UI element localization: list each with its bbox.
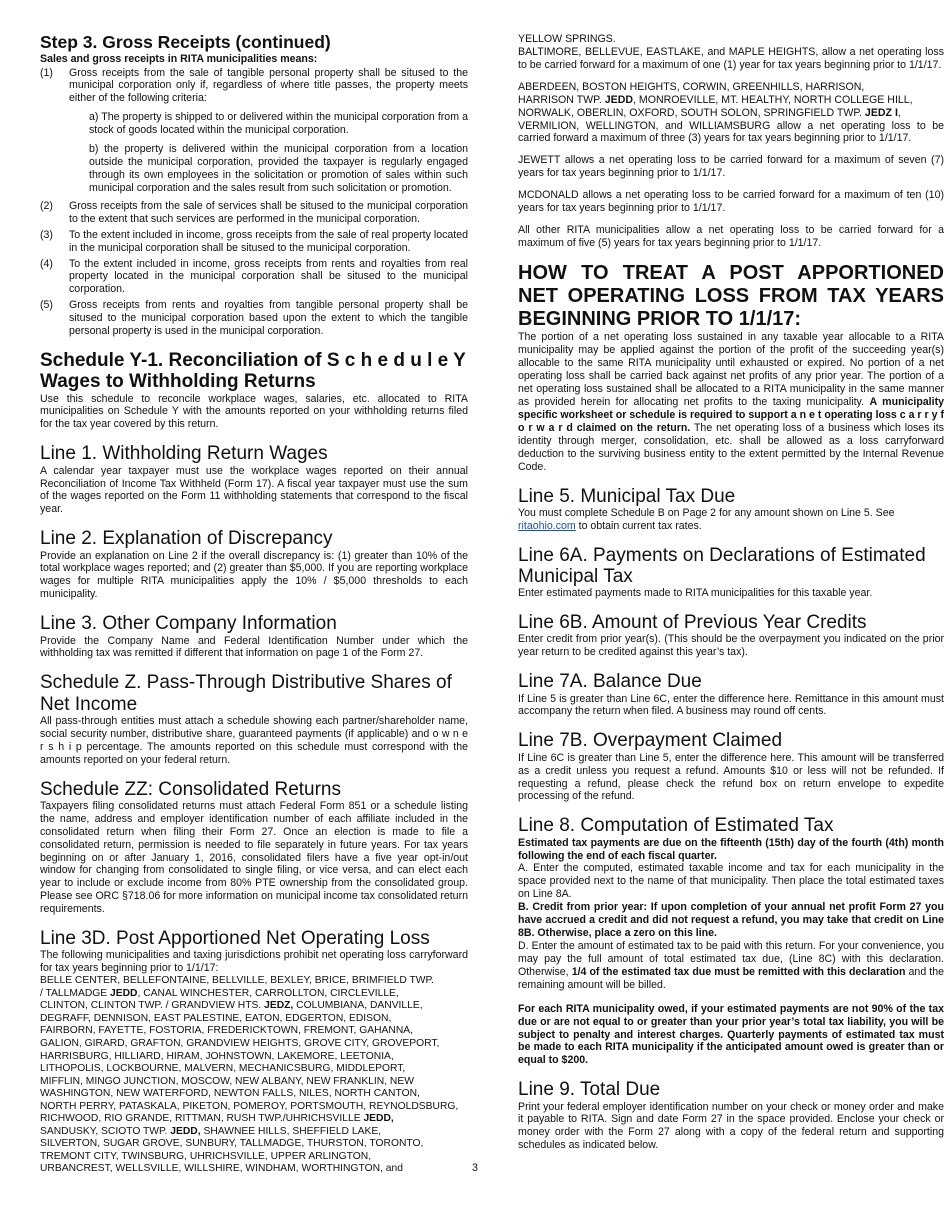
line7a-section xyxy=(518,671,944,718)
left-column xyxy=(40,33,468,1176)
line8-warning: For each RITA municipality owed, if your estimated payments are not 90% of the tax due or are not equal to or greater than your prior year’s total tax liability, you will be subject to penalty and interest charges. Quarterly payments of estimated tax must be made to each RITA municipality if the anticipated amount owed is greater than or equal to $200. xyxy=(518,1002,944,1067)
howto-section xyxy=(518,262,944,474)
line6b-body: Enter credit from prior year(s). (This should be the overpayment you indicated on the prior year return to be credited against this year’s tax). xyxy=(518,633,944,659)
criterion-b: b) the property is delivered within the municipal corporation from a location outside the municipal corporation, provided the taxpayer is regularly engaged through its own employees in the solicitation or promotion of sales within such municipal corporation and the sales result from such solicitation or promotion. xyxy=(89,143,468,194)
line5-body: You must complete Schedule B on Page 2 for any amount shown on Line 5. See ritaohio.com to obtain current tax rates. xyxy=(518,506,895,532)
schedule-z-body: All pass-through entities must attach a schedule showing each partner/shareholder name, social security number, distributive share, guaranteed payments (if applicable) and o w n e r s h i p percentage. The amounts reported on this schedule must correspond with the amounts reported on your federal return. xyxy=(40,714,468,766)
line1-body: A calendar year taxpayer must use the workplace wages reported on their annual Reconciliation of Income Tax Withheld (Form 17). A fiscal year taxpayer must use the sum of the wages reported on the Form 11 withholding statements that correspond to the fiscal year. xyxy=(40,464,468,516)
other-paragraph: All other RITA municipalities allow a net operating loss to be carried forward for a maximum of five (5) years for tax years beginning prior to 1/1/17. xyxy=(518,224,944,249)
line9-title: Line 9. Total Due xyxy=(518,1079,661,1101)
line7b-body: If Line 6C is greater than Line 5, enter the difference here. This amount will be transferred as a credit unless you request a refund. Amounts $10 or less will not be refunded. If requesting a refund, please check the refund box on return envelope to expedite processing of the refund. xyxy=(518,751,944,803)
howto-body: The portion of a net operating loss sustained in any taxable year allocable to a RITA municipality may be applied against the portion of the profit of the succeeding year(s) allocable to the same RITA municipality until exhausted or expired. No portion of a net operating loss shall be carried back against net profits of any prior year. The portion of a net operating loss sustained shall be allocated to a RITA municipality in the same manner as provided herein for allocating net profits to the taxing municipality. A municipality specific worksheet or schedule is required to support a n e t operating loss c a r r y f o r w a r d claimed on the return. The net operating loss of a business which loses its identity through merger, consolidation, etc. shall be allowed as a loss carryforward deduction to the surviving business entity to the extent permitted by the Internal Revenue Code. xyxy=(518,331,944,473)
line7b-title: Line 7B. Overpayment Claimed xyxy=(518,730,783,752)
step3-title: Step 3. Gross Receipts (continued) xyxy=(40,32,331,52)
line6a-title: Line 6A. Payments on Declarations of Estimated Municipal Tax xyxy=(518,544,926,587)
line1-title: Line 1. Withholding Return Wages xyxy=(40,443,328,465)
step3-subtitle: Sales and gross receipts in RITA municipalities means: xyxy=(40,52,318,65)
page-number: 3 xyxy=(472,1162,478,1174)
line3d-section xyxy=(40,928,468,1176)
aberdeen-paragraph: ABERDEEN, BOSTON HEIGHTS, CORWIN, GREENHILLS, HARRISON, HARRISON TWP. JEDD, MONROEVILLE, MT. HEALTHY, NORTH COLLEGE HILL, NORWALK, OBERLIN, OXFORD, SOUTH SOLON, SPRINGFIELD TWP. JEDZ I, VERMILION, WELLINGTON, and WILLIAMSBURG allow a net operating loss to be carried forward a maximum of three (3) years for tax years beginning prior to 1/1/17. xyxy=(518,80,944,145)
schedule-z-section xyxy=(40,672,468,766)
line5-section xyxy=(518,486,944,533)
right-column xyxy=(518,33,944,1152)
line6a-body: Enter estimated payments made to RITA municipalities for this taxable year. xyxy=(518,587,873,600)
line3-body: Provide the Company Name and Federal Identification Number under which the withholding tax was remitted if different that information on page 1 of the Form 27. xyxy=(40,634,468,660)
line2-section xyxy=(40,528,468,601)
schedule-y1-title: Schedule Y-1. Reconciliation of S c h e d u l e Y Wages to Withholding Returns xyxy=(40,350,466,393)
line3d-title: Line 3D. Post Apportioned Net Operating Loss xyxy=(40,928,430,950)
line2-body: Provide an explanation on Line 2 if the overall discrepancy is: (1) greater than 10% of the total workplace wages reported; and (2) greater than $5,000. If you are reporting workplace wages for multiple RITA municipalities apply the 10% / $5,000 thresholds to each municipality. xyxy=(40,549,468,601)
list-item: (5) Gross receipts from rents and royalties from tangible personal property shall be sitused to the municipal corporation based upon the extent to which the tangible personal property is used in the municipal corporation. xyxy=(40,299,468,338)
jewett-paragraph: JEWETT allows a net operating loss to be carried forward for a maximum of seven (7) years for tax years beginning prior to 1/1/17. xyxy=(518,154,944,180)
line5-title: Line 5. Municipal Tax Due xyxy=(518,485,736,507)
list-item: (3) To the extent included in income, gross receipts from the sale of real property located in the municipal corporation shall be sitused to the municipal corporation. xyxy=(40,228,468,254)
line3-title: Line 3. Other Company Information xyxy=(40,613,337,635)
schedule-zz-title: Schedule ZZ: Consolidated Returns xyxy=(40,778,341,800)
line9-section xyxy=(518,1079,944,1152)
line8-b: B. Credit from prior year: If upon completion of your annual net profit Form 27 you have accrued a credit and did not request a refund, you may take that credit on Line 8B. Otherwise, place a zero on this line. xyxy=(518,901,944,940)
line1-section xyxy=(40,443,468,516)
line9-body: Print your federal employer identification number on your check or money order and make it payable to RITA. Sign and date Form 27 in the space provided. Enclose your check or money order with the Form 27 along with a copy of the federal return and supporting schedules as indicated below. xyxy=(518,1100,944,1152)
line8-a: A. Enter the computed, estimated taxable income and tax for each municipality in the space provided next to the name of that municipality. Then place the total estimated taxes on Line 8A. xyxy=(518,862,944,901)
line7a-title: Line 7A. Balance Due xyxy=(518,671,702,693)
list-item: (2) Gross receipts from the sale of services shall be sitused to the municipal corporation to the extent that such services are performed in the municipal corporation. xyxy=(40,199,468,225)
line7a-body: If Line 5 is greater than Line 6C, enter the difference here. Remittance in this amount must accompany the return when filed. A business may round off cents. xyxy=(518,692,944,718)
line8-section xyxy=(518,815,944,1067)
schedule-zz-body: Taxpayers filing consolidated returns must attach Federal Form 851 or a schedule listing the name, address and employer identification number of each affiliate included in the consolidated return when filing their Form 27. Once an election is made to file a consolidated return, permission is needed to file separately in future years. For tax years beginning on or after January 1, 2016, consolidated filers have a five year opt-in/out window for changing from consolidated to single filing, or vice versa, and can elect each year to include or exclude income from 80% PTE ownership from the consolidated group. Please see ORC §718.06 for more information on municipal income tax consolidated return requirements. xyxy=(40,799,468,916)
line2-title: Line 2. Explanation of Discrepancy xyxy=(40,528,333,550)
line3-section xyxy=(40,613,468,660)
schedule-y1-body: Use this schedule to reconcile workplace wages, salaries, etc. allocated to RITA municipalities on Schedule Y with the amounts reported on your withholding returns filed for the tax year covered by this return. xyxy=(40,392,468,431)
schedule-zz-section xyxy=(40,779,468,917)
line8-d: D. Enter the amount of estimated tax to be paid with this return. For your convenience, you may pay the full amount of total estimated tax due, (Line 8C) with this declaration. Otherwise, 1/4 of the estimated tax due must be remitted with this declaration and the remaining amount will be billed. xyxy=(518,939,944,991)
baltimore-paragraph: BALTIMORE, BELLEVUE, EASTLAKE, and MAPLE HEIGHTS, allow a net operating loss to be carried forward for a maximum of one (1) year for tax years beginning prior to 1/1/17. xyxy=(518,45,944,71)
criterion-a: a) The property is shipped to or delivered within the municipal corporation from a stock of goods located within the municipal corporation. xyxy=(89,111,468,137)
schedule-y1-section xyxy=(40,350,468,431)
line6b-section xyxy=(518,612,944,659)
list-item: (1) Gross receipts from the sale of tangible personal property shall be sitused to the municipal corporation only if, regardless of where title passes, the property meets either of the following criteria: xyxy=(40,66,468,105)
line8-intro: Estimated tax payments are due on the fifteenth (15th) day of the fourth (4th) month following the end of each fiscal quarter. xyxy=(518,836,944,862)
line3d-intro: The following municipalities and taxing jurisdictions prohibit net operating loss carryforward for tax years beginning prior to 1/1/17: xyxy=(40,949,468,975)
mcdonald-paragraph: MCDONALD allows a net operating loss to be carried forward for a maximum of ten (10) years for tax years beginning prior to 1/1/17. xyxy=(518,189,944,215)
line6a-section xyxy=(518,545,944,600)
yellow-springs: YELLOW SPRINGS. xyxy=(518,33,616,45)
ritaohio-link[interactable]: ritaohio.com xyxy=(518,519,576,532)
line7b-section xyxy=(518,730,944,803)
line8-title: Line 8. Computation of Estimated Tax xyxy=(518,815,834,837)
list-item: (4) To the extent included in income, gross receipts from rents and royalties from real property located in the municipal corporation shall be sitused to the municipal corporation. xyxy=(40,257,468,296)
schedule-z-title: Schedule Z. Pass-Through Distributive Shares of Net Income xyxy=(40,672,452,715)
howto-title: HOW TO TREAT A POST APPORTIONED NET OPERATING LOSS FROM TAX YEARS BEGINNING PRIOR TO 1/1/17: xyxy=(518,261,944,331)
municipality-list: BELLE CENTER, BELLEFONTAINE, BELLVILLE, BEXLEY, BRICE, BRIMFIELD TWP. / TALLMADGE JEDD, CANAL WINCHESTER, CARROLLTON, CIRCLEVILLE, CLINTON, CLINTON TWP. / GRANDVIEW HTS. JEDZ, COLUMBIANA, DANVILLE, DEGRAFF, DENNISON, EAST PALESTINE, EATON, EDGERTON, EDISON, FAIRBORN, FAYETTE, FOSTORIA, FREDERICKTOWN, FREMONT, GAHANNA, GALION, GIRARD, GRAFTON, GRANDVIEW HEIGHTS, GROVE CITY, GROVEPORT, HARRISBURG, HILLIARD, HIRAM, JOHNSTOWN, LAKEMORE, LEETONIA, LITHOPOLIS, LOCKBOURNE, MALVERN, MECHANICSBURG, MIDDLEPORT, MIFFLIN, MINGO JUNCTION, MOSCOW, NEW ALBANY, NEW FRANKLIN, NEW WASHINGTON, NEW WATERFORD, NEWTON FALLS, NILES, NORTH CANTON, NORTH PERRY, PATASKALA, PIKETON, POMEROY, PORTSMOUTH, REYNOLDSBURG, RICHWOOD, RIO GRANDE, RITTMAN, RUSH TWP./UHRICHSVILLE JEDD, SANDUSKY, SCIOTO TWP. JEDD, SHAWNEE HILLS, SHEFFIELD LAKE, SILVERTON, SUGAR GROVE, SUNBURY, TALLMADGE, THURSTON, TORONTO, TREMONT CITY, TWINSBURG, UHRICHSVILLE, UPPER ARLINGTON, URBANCREST, WELLSVILLE, WILLSHIRE, WINDHAM, WORTHINGTON, and xyxy=(40,975,459,1175)
line6b-title: Line 6B. Amount of Previous Year Credits xyxy=(518,612,867,634)
